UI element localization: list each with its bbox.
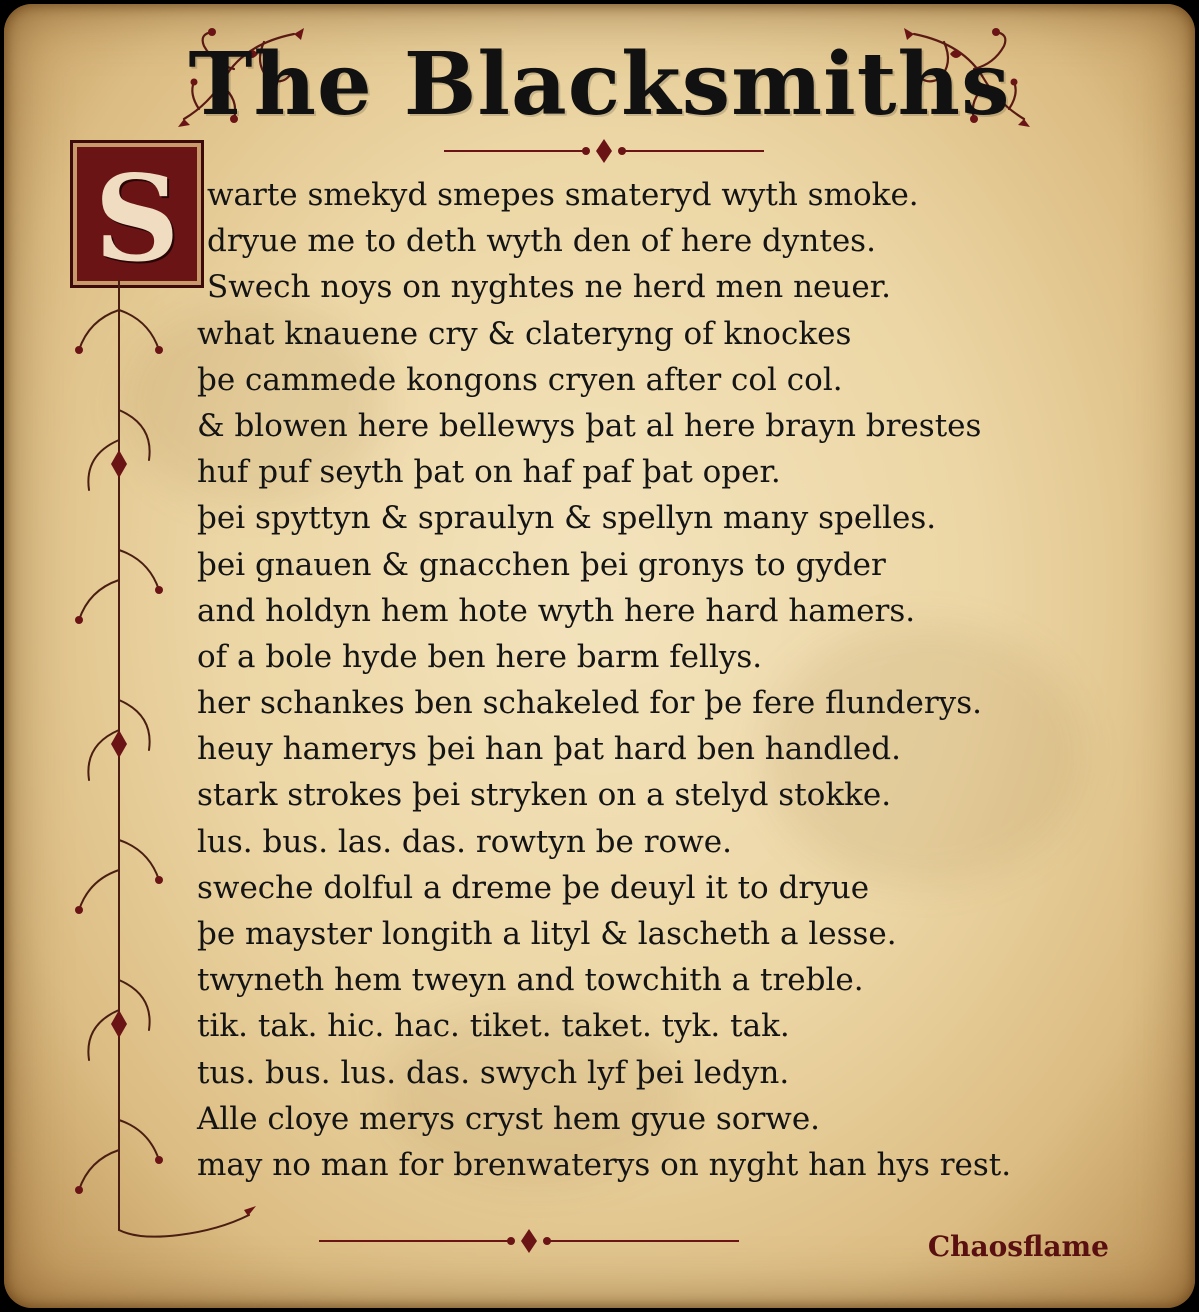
page-title: The Blacksmiths — [188, 34, 1011, 135]
poem-line: Swech noys on nyghtes ne herd men neuer. — [207, 269, 891, 306]
poem-line: dryue me to deth wyth den of here dyntes. — [207, 223, 876, 260]
poem-line: what knauene cry & clateryng of knockes — [197, 315, 852, 352]
poem-line: warte smekyd smepes smateryd wyth smoke. — [207, 177, 919, 213]
poem-line: þe mayster longith a lityl & lascheth a lesse. — [197, 916, 897, 952]
poem-line: Alle cloye merys cryst hem gyue sorwe. — [197, 1100, 821, 1137]
poem-line: and holdyn hem hote wyth here hard hamers. — [197, 592, 916, 629]
poem-line: tik. tak. hic. hac. tiket. taket. tyk. tak. — [197, 1008, 790, 1045]
poem-line: of a bole hyde ben here barm fellys. — [197, 638, 763, 675]
poem-line: may no man for brenwaterys on nyght han hys rest. — [197, 1146, 1012, 1183]
poem-line: huf puf seyth þat on haf paf þat oper. — [197, 454, 781, 491]
author-signature: Chaosflame — [927, 1230, 1109, 1263]
poem-line: & blowen here bellewys þat al here brayn brestes — [197, 407, 982, 444]
poem-line: þei gnauen & gnacchen þei gronys to gyder — [197, 546, 886, 583]
poem-line: twyneth hem tweyn and towchith a treble. — [197, 962, 864, 999]
poem-line: lus. bus. las. das. rowtyn be rowe. — [197, 823, 732, 860]
poem-line: stark strokes þei stryken on a stelyd stokke. — [197, 777, 892, 814]
poem-line: tus. bus. lus. das. swych lyf þei ledyn. — [197, 1054, 790, 1091]
poem-line: þe cammede kongons cryen after col col. — [197, 361, 843, 398]
poem-line: her schankes ben schakeled for þe fere flunderys. — [197, 685, 982, 722]
parchment-page — [4, 4, 1195, 1308]
poem-line: þei spyttyn & spraulyn & spellyn many spelles. — [197, 500, 937, 537]
poem-line: sweche dolful a dreme þe deuyl it to dryue — [197, 869, 870, 906]
bottom-divider-icon — [314, 1226, 744, 1256]
illuminated-drop-cap — [70, 140, 204, 288]
drop-cap-letter: S — [94, 149, 180, 288]
poem-lines — [197, 172, 1157, 1188]
poem-line: heuy hamerys þei han þat hard ben handled. — [197, 731, 901, 768]
title-divider-icon — [434, 136, 774, 166]
